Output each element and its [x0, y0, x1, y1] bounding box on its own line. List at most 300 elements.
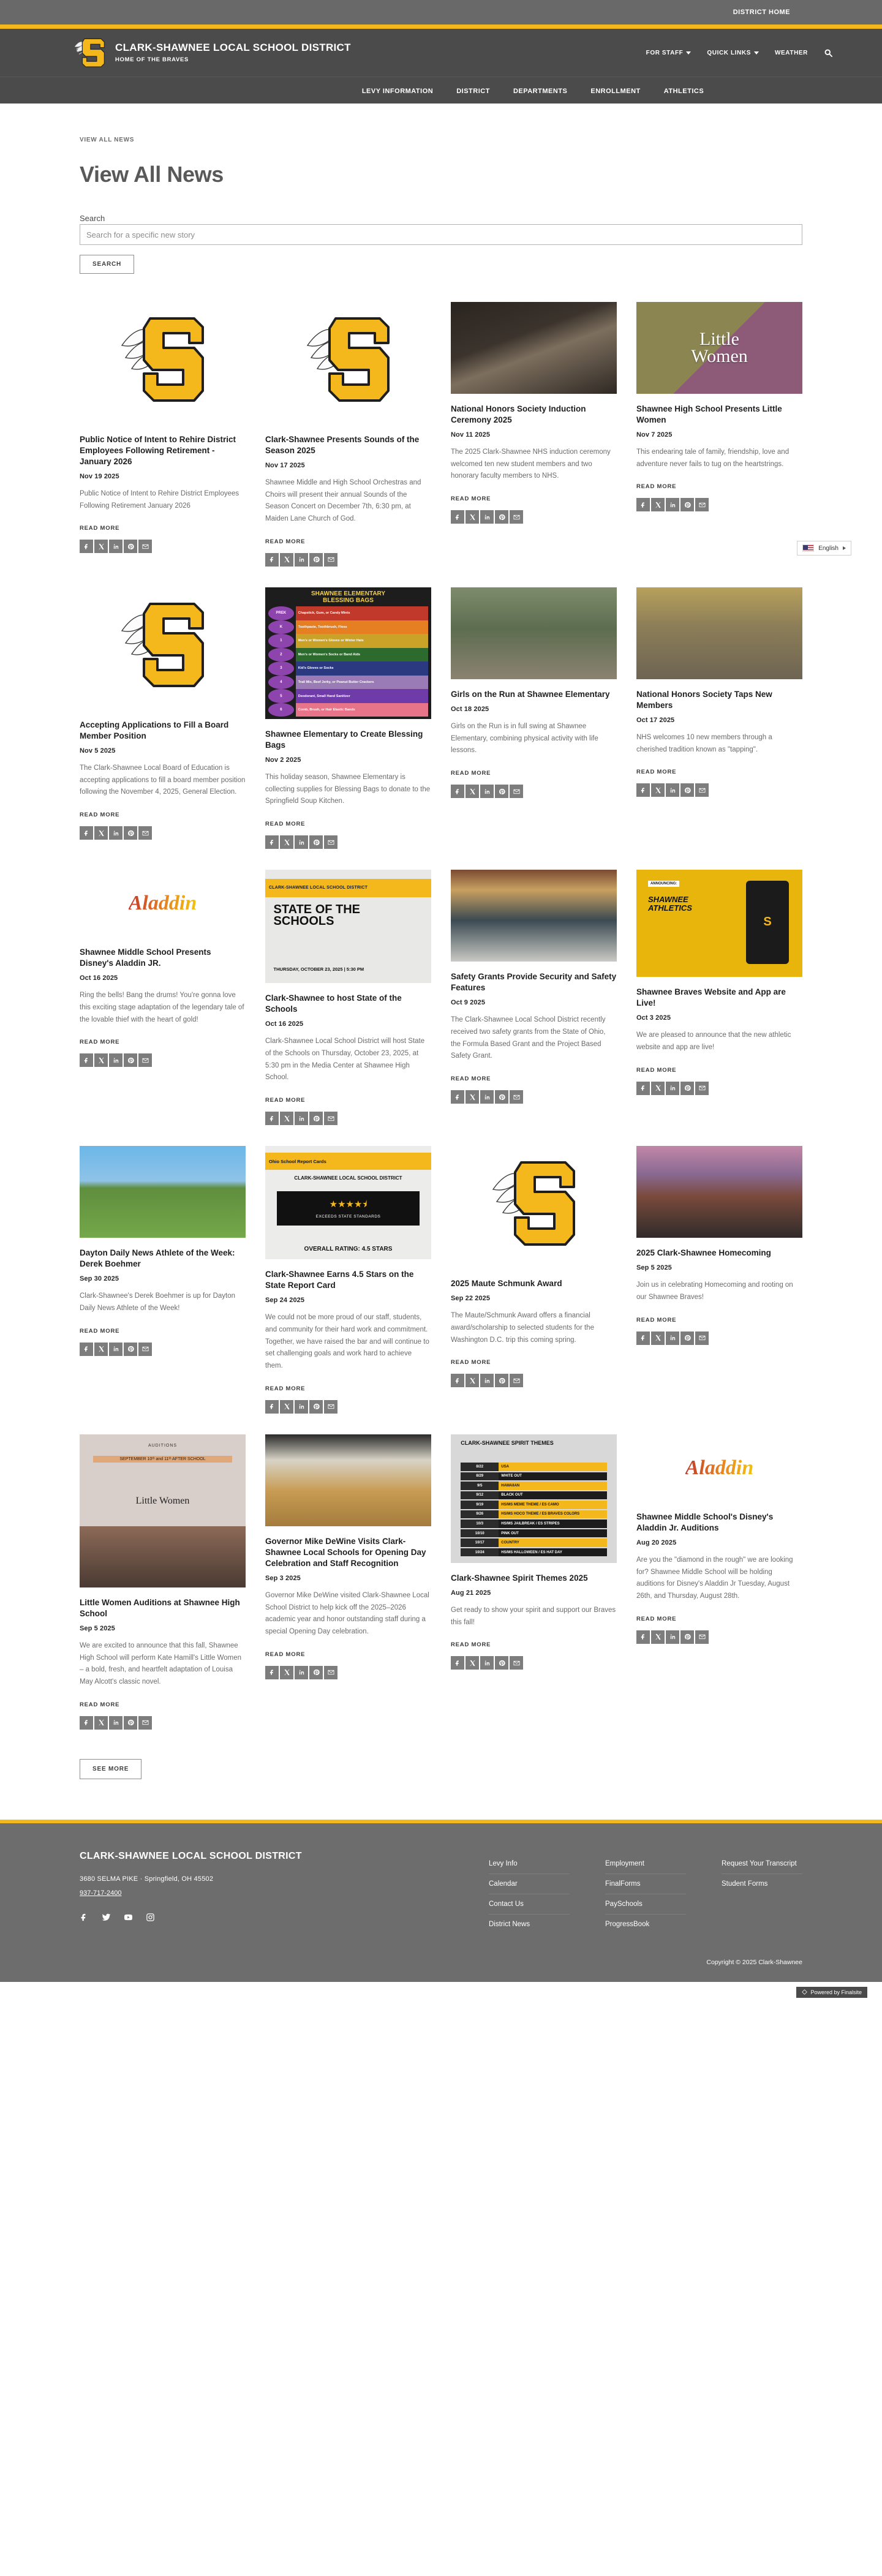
facebook-icon[interactable] [451, 1374, 464, 1387]
news-card-title[interactable]: Public Notice of Intent to Rehire District Employees Following Retirement - January 2026 [80, 435, 236, 466]
news-card [80, 870, 246, 1088]
footer-link-levy-info[interactable]: Levy Info [489, 1854, 570, 1874]
news-card-title[interactable]: Shawnee Elementary to Create Blessing Bags [265, 729, 423, 750]
news-card-summary: We are excited to announce that this fall, Shawnee High School will perform Kate Hamill's Little Women – a bold, fresh, and heartfelt adaptation of Louisa May Alcott's classic novel. [80, 1641, 242, 1686]
x-twitter-icon[interactable] [466, 1656, 479, 1670]
facebook-icon[interactable] [80, 1343, 93, 1356]
news-card-date: Oct 17 2025 [636, 716, 675, 724]
footer-link-calendar[interactable]: Calendar [489, 1874, 570, 1894]
card-image-photo[interactable] [451, 587, 617, 679]
news-card-title[interactable]: Little Women Auditions at Shawnee High School [80, 1597, 240, 1618]
news-card-title[interactable]: National Honors Society Taps New Members [636, 689, 772, 710]
card-image-logo[interactable] [451, 1146, 617, 1268]
email-icon[interactable] [510, 1374, 523, 1387]
news-card-title[interactable]: Shawnee High School Presents Little Women [636, 404, 782, 424]
linkedin-icon[interactable] [666, 1082, 679, 1095]
pinterest-icon[interactable] [309, 1666, 323, 1679]
facebook-icon[interactable] [265, 1400, 279, 1414]
linkedin-icon[interactable] [480, 510, 494, 524]
pinterest-icon[interactable] [680, 1331, 694, 1345]
read-more-link[interactable]: READ MORE [636, 1316, 677, 1324]
linkedin-icon[interactable] [295, 1400, 308, 1414]
card-image-logo[interactable] [265, 302, 431, 424]
facebook-icon[interactable] [265, 1666, 279, 1679]
news-card [80, 302, 246, 574]
news-card-date: Oct 18 2025 [451, 705, 489, 713]
news-card-title[interactable]: Governor Mike DeWine Visits Clark-Shawnee Local Schools for Opening Day Celebration and Staff Recognition [265, 1536, 426, 1568]
facebook-icon[interactable] [80, 1053, 93, 1067]
news-card [265, 587, 431, 870]
share-row [451, 1656, 617, 1670]
news-card-summary: This holiday season, Shawnee Elementary is collecting supplies for Blessing Bags to donate to the Springfield Soup Kitchen. [265, 773, 431, 805]
email-icon[interactable] [324, 1666, 337, 1679]
news-card [636, 1146, 802, 1365]
email-icon[interactable] [695, 1082, 709, 1095]
main-navigation [0, 77, 882, 104]
card-image-athletics-announcement[interactable]: ANNOUNCING: SHAWNEE ATHLETICS S [636, 870, 802, 977]
read-more-link[interactable]: READ MORE [80, 1327, 120, 1335]
news-card-date: Nov 7 2025 [636, 431, 673, 439]
breadcrumb: VIEW ALL NEWS [80, 137, 135, 143]
news-card-date: Sep 5 2025 [636, 1264, 672, 1272]
read-more-link[interactable]: READ MORE [636, 1066, 677, 1074]
share-row [265, 553, 431, 567]
share-row [265, 1112, 431, 1125]
linkedin-icon[interactable] [480, 1374, 494, 1387]
news-card-date: Nov 2 2025 [265, 756, 301, 764]
news-card-date: Nov 17 2025 [265, 461, 305, 469]
facebook-icon[interactable] [80, 1716, 93, 1730]
read-more-link[interactable]: READ MORE [451, 1075, 491, 1083]
x-twitter-icon[interactable] [651, 1630, 665, 1644]
email-icon[interactable] [138, 1716, 152, 1730]
card-image-audition-poster[interactable]: AUDITIONS SEPTEMBER 10ᵗʰ and 11ᵗʰ AFTER SCHOOL Little Women [80, 1434, 246, 1587]
powered-by-finalsite[interactable] [796, 1987, 867, 1998]
news-card-title[interactable]: Clark-Shawnee Presents Sounds of the Season 2025 [265, 435, 420, 455]
utility-bar [0, 0, 882, 24]
footer-column-2 [605, 1854, 686, 1934]
news-card-title[interactable]: Shawnee Middle School Presents Disney's Aladdin JR. [80, 947, 211, 968]
card-image-state-of-schools-flyer[interactable]: CLARK-SHAWNEE LOCAL SCHOOL DISTRICT STATE OF THE SCHOOLS THURSDAY, OCTOBER 23, 2025 | 5:30 PM [265, 870, 431, 983]
news-card-title[interactable]: Clark-Shawnee Earns 4.5 Stars on the State Report Card [265, 1270, 414, 1290]
linkedin-icon[interactable] [666, 1331, 679, 1345]
youtube-icon[interactable] [124, 1913, 133, 1922]
pinterest-icon[interactable] [309, 1400, 323, 1414]
email-icon[interactable] [138, 1053, 152, 1067]
news-card [636, 302, 802, 532]
news-card-summary: Public Notice of Intent to Rehire District Employees Following Retirement January 2026 [80, 489, 239, 510]
share-row [80, 540, 246, 553]
read-more-link[interactable]: READ MORE [451, 1641, 491, 1649]
card-image-photo[interactable] [80, 1146, 246, 1238]
news-card-summary: This endearing tale of family, friendship, love and adventure never fails to tug on the heartstrings. [636, 448, 790, 468]
nav-item-levy-information[interactable]: LEVY INFORMATION [361, 87, 434, 95]
read-more-link[interactable]: READ MORE [265, 821, 306, 828]
powered-by-bar [0, 1982, 882, 2004]
x-twitter-icon[interactable] [94, 1053, 108, 1067]
x-twitter-icon[interactable] [280, 553, 293, 567]
shawnee-s-logo-icon [488, 1155, 580, 1259]
footer-link-finalforms[interactable]: FinalForms [605, 1874, 686, 1894]
facebook-icon[interactable] [636, 783, 650, 797]
page-title: View All News [80, 162, 224, 187]
share-row [80, 1716, 246, 1730]
powered-by-label: Powered by Finalsite [810, 1989, 862, 1995]
brand[interactable] [74, 35, 351, 70]
chevron-down-icon [686, 51, 691, 55]
linkedin-icon[interactable] [295, 1666, 308, 1679]
news-card-date: Sep 5 2025 [80, 1624, 115, 1632]
pinterest-icon[interactable] [495, 510, 508, 524]
share-row [265, 835, 431, 849]
share-row [451, 510, 617, 524]
x-twitter-icon[interactable] [466, 785, 479, 798]
facebook-icon[interactable] [80, 540, 93, 553]
share-row [451, 1374, 617, 1387]
news-card-title[interactable]: Safety Grants Provide Security and Safety Features [451, 972, 617, 993]
facebook-icon[interactable] [80, 1913, 89, 1922]
weather-label: WEATHER [774, 49, 808, 56]
news-card-date: Nov 11 2025 [451, 431, 491, 439]
email-icon[interactable] [138, 1343, 152, 1356]
email-icon[interactable] [510, 510, 523, 524]
footer-link-district-news[interactable]: District News [489, 1920, 530, 1928]
facebook-icon[interactable] [636, 1082, 650, 1095]
facebook-icon[interactable] [451, 510, 464, 524]
facebook-icon[interactable] [636, 1331, 650, 1345]
news-card-title[interactable]: Clark-Shawnee to host State of the Schools [265, 993, 402, 1014]
news-card-date: Sep 30 2025 [80, 1275, 119, 1283]
read-more-link[interactable]: READ MORE [80, 525, 120, 532]
nav-item-district[interactable]: DISTRICT [456, 87, 490, 95]
site-header [0, 29, 882, 77]
footer-link-progressbook[interactable]: ProgressBook [605, 1920, 650, 1928]
read-more-link[interactable]: READ MORE [80, 1039, 120, 1046]
footer-link-request-transcript[interactable]: Request Your Transcript [722, 1854, 802, 1874]
email-icon[interactable] [324, 1112, 337, 1125]
pinterest-icon[interactable] [124, 1716, 137, 1730]
share-row [636, 498, 802, 511]
facebook-icon[interactable] [636, 498, 650, 511]
news-card [636, 870, 802, 1115]
chevron-down-icon [754, 51, 759, 55]
quick-links-menu[interactable] [707, 50, 759, 56]
news-card-summary: We are pleased to announce that the new athletic website and app are live! [636, 1031, 791, 1051]
card-image-spirit-themes-flyer[interactable]: CLARK-SHAWNEE SPIRIT THEMES 8/22 USA 8/29 WHITE OUT 9/5 HAWAIIAN 9/12 BLACK OUT 9/19 HS/MS MEME THEME / ES CAMO 9/26 HS/MS HOCO THEME / ES BRAVES COLORS 10/3 HS/MS JAILBREAK / ES STRIPES 10/10 PINK OUT 10/17 COUNTRY 10/24 HS/MS HALLOWEEN / ES HAT DAY [451, 1434, 617, 1563]
facebook-icon[interactable] [451, 1090, 464, 1104]
see-more-wrap [61, 1750, 821, 1820]
gold-divider-top [0, 24, 882, 29]
chevron-right-icon [843, 546, 846, 550]
x-twitter-icon[interactable] [94, 1716, 108, 1730]
news-card [636, 1434, 802, 1665]
quick-links-label: QUICK LINKS [707, 49, 751, 56]
x-twitter-icon[interactable] [94, 540, 108, 553]
share-row [636, 1082, 802, 1095]
news-card-summary: The 2025 Clark-Shawnee NHS induction ceremony welcomed ten new student members and two honorary faculty members to NHS. [451, 448, 611, 480]
news-card-summary: Get ready to show your spirit and support our Braves this fall! [451, 1606, 616, 1626]
news-card-summary: Are you the "diamond in the rough" we are looking for? Shawnee Middle School will be holding auditions for Disney's Aladdin Jr Tuesday, August 26th, and Thursday, August 28th. [636, 1556, 793, 1600]
facebook-icon[interactable] [265, 835, 279, 849]
news-card [451, 870, 617, 1124]
read-more-link[interactable]: READ MORE [265, 538, 306, 545]
email-icon[interactable] [138, 826, 152, 840]
page-content [61, 104, 821, 1750]
card-image-logo[interactable] [80, 587, 246, 710]
search-icon[interactable] [824, 48, 833, 58]
card-image-aladdin-logo[interactable]: Aladdin [80, 870, 246, 937]
pinterest-icon[interactable] [124, 1343, 137, 1356]
news-card-date: Nov 5 2025 [80, 747, 116, 755]
shawnee-s-logo-icon [303, 311, 394, 415]
share-row [80, 1053, 246, 1067]
x-twitter-icon[interactable] [280, 1400, 293, 1414]
news-card-date: Aug 21 2025 [451, 1589, 491, 1597]
facebook-icon[interactable] [80, 826, 93, 840]
pinterest-icon[interactable] [495, 1374, 508, 1387]
linkedin-icon[interactable] [480, 1090, 494, 1104]
pinterest-icon[interactable] [309, 1112, 323, 1125]
read-more-link[interactable]: READ MORE [636, 483, 677, 491]
news-card-summary: NHS welcomes 10 new members through a cherished tradition known as "tapping". [636, 733, 772, 753]
email-icon[interactable] [324, 553, 337, 567]
pinterest-icon[interactable] [680, 783, 694, 797]
x-twitter-icon[interactable] [466, 1090, 479, 1104]
pinterest-icon[interactable] [680, 1082, 694, 1095]
news-card [265, 302, 431, 587]
shawnee-s-logo-icon [117, 597, 209, 701]
email-icon[interactable] [138, 540, 152, 553]
email-icon[interactable] [510, 1090, 523, 1104]
search-label: Search [80, 214, 105, 223]
x-twitter-icon[interactable] [466, 510, 479, 524]
news-card [451, 1146, 617, 1408]
footer-link-columns [489, 1850, 802, 1934]
facebook-icon[interactable] [265, 553, 279, 567]
news-card-title[interactable]: Girls on the Run at Shawnee Elementary [451, 689, 610, 699]
news-card [451, 587, 617, 819]
news-card-date: Sep 24 2025 [265, 1297, 305, 1305]
share-row [636, 783, 802, 797]
footer-brand [80, 1850, 302, 1934]
pinterest-icon[interactable] [495, 1090, 508, 1104]
news-card [451, 302, 617, 544]
linkedin-icon[interactable] [295, 835, 308, 849]
news-card-title[interactable]: Accepting Applications to Fill a Board Member Position [80, 720, 229, 740]
card-image-photo[interactable] [265, 1434, 431, 1526]
news-card-date: Oct 3 2025 [636, 1014, 671, 1022]
news-card-date: Nov 19 2025 [80, 472, 119, 480]
news-card-summary: Clark-Shawnee's Derek Boehmer is up for Dayton Daily News Athlete of the Week! [80, 1292, 236, 1312]
share-row [636, 1331, 802, 1345]
finalsite-diamond-icon [802, 1989, 807, 1995]
shawnee-s-logo-icon [74, 35, 107, 70]
x-twitter-icon[interactable] [94, 1343, 108, 1356]
linkedin-icon[interactable] [666, 1630, 679, 1644]
footer-address: 3680 SELMA PIKE · Springfield, OH 45502 [80, 1875, 214, 1883]
news-card-date: Aug 20 2025 [636, 1538, 677, 1546]
card-image-report-card[interactable]: Ohio School Report Cards CLARK-SHAWNEE LOCAL SCHOOL DISTRICT ★★★★⯨ EXCEEDS STATE STANDARDS OVERALL RATING: 4.5 STARS [265, 1146, 431, 1259]
x-twitter-icon[interactable] [466, 1374, 479, 1387]
footer-phone-link[interactable]: 937-717-2400 [80, 1889, 122, 1897]
footer-social [80, 1913, 302, 1922]
x-twitter-icon[interactable] [651, 783, 665, 797]
language-label: English [818, 544, 839, 552]
x-twitter-icon[interactable] [280, 835, 293, 849]
pinterest-icon[interactable] [124, 826, 137, 840]
news-card [80, 587, 246, 861]
facebook-icon[interactable] [451, 785, 464, 798]
weather-link[interactable] [775, 50, 808, 56]
card-image-logo[interactable] [80, 302, 246, 424]
linkedin-icon[interactable] [109, 826, 123, 840]
card-image-aladdin-logo[interactable]: Aladdin [636, 1434, 802, 1502]
news-card-title[interactable]: 2025 Clark-Shawnee Homecoming [636, 1248, 771, 1258]
news-card [80, 1434, 246, 1750]
share-row [265, 1666, 431, 1679]
linkedin-icon[interactable] [480, 1656, 494, 1670]
language-selector[interactable] [797, 541, 851, 555]
card-image-photo[interactable] [636, 1146, 802, 1238]
news-card-date: Oct 16 2025 [80, 974, 118, 982]
email-icon[interactable] [695, 1630, 709, 1644]
card-image-photo[interactable] [451, 870, 617, 962]
footer-column-1 [489, 1854, 570, 1934]
news-card-summary: The Clark-Shawnee Local School District recently received two safety grants from the State of Ohio, the Formula Based Grant and the Project Based Safety Grant. [451, 1016, 606, 1060]
card-image-little-women-poster[interactable]: Little Women [636, 302, 802, 394]
card-image-photo[interactable] [451, 302, 617, 394]
news-card-date: Oct 9 2025 [451, 999, 486, 1007]
pinterest-icon[interactable] [124, 1053, 137, 1067]
read-more-link[interactable]: READ MORE [80, 812, 120, 819]
email-icon[interactable] [695, 498, 709, 511]
search-button[interactable]: SEARCH [80, 255, 134, 274]
for-staff-menu[interactable] [646, 50, 692, 56]
read-more-link[interactable]: READ MORE [451, 495, 491, 503]
read-more-link[interactable]: READ MORE [451, 1359, 491, 1366]
pinterest-icon[interactable] [124, 540, 137, 553]
news-card [451, 1434, 617, 1690]
news-card [265, 870, 431, 1146]
card-image-blessing-bags-flyer[interactable]: SHAWNEE ELEMENTARY BLESSING BAGS PREK Chapstick, Gum, or Candy Mints K Toothpaste, Toothbrush, Floss 1 Men's or Women's Gloves or Winter Hats 2 Men's or Women's Socks or Band Aids 3 Kid's Gloves or Socks 4 Trail Mix, Beef Jerky, or Peanut Butter Crackers 5 Deodorant, Small Hand Sanitizer 6 Comb, Brush, or Hair Elastic Bands [265, 587, 431, 719]
linkedin-icon[interactable] [295, 553, 308, 567]
footer-link-contact-us[interactable]: Contact Us [489, 1894, 570, 1915]
footer-link-employment[interactable]: Employment [605, 1854, 686, 1874]
nav-item-departments[interactable]: DEPARTMENTS [513, 87, 568, 95]
pinterest-icon[interactable] [309, 553, 323, 567]
linkedin-icon[interactable] [295, 1112, 308, 1125]
news-card-summary: Clark-Shawnee Local School District will host State of the Schools on Thursday, October 23, 2025, at 5:30 pm in the Media Center at Shawnee High School. [265, 1038, 425, 1082]
read-more-link[interactable]: READ MORE [636, 1615, 677, 1622]
news-card-summary: Join us in celebrating Homecoming and rooting on our Shawnee Braves! [636, 1281, 793, 1301]
email-icon[interactable] [510, 1656, 523, 1670]
linkedin-icon[interactable] [109, 1343, 123, 1356]
search-input[interactable] [80, 224, 802, 245]
news-card-summary: The Maute/Schmunk Award offers a financial award/scholarship to selected students for the Washington D.C. trip this coming spring. [451, 1312, 594, 1344]
x-twitter-icon[interactable] [280, 1666, 293, 1679]
x-twitter-icon[interactable] [651, 1331, 665, 1345]
facebook-icon[interactable] [265, 1112, 279, 1125]
share-row [80, 826, 246, 840]
news-card-summary: We could not be more proud of our staff, students, and community for their hard work and commitment. Together, we have raised the bar and will continue to set challenging goals and work hard to achieve them. [265, 1314, 429, 1370]
share-row [636, 1630, 802, 1644]
pinterest-icon[interactable] [680, 1630, 694, 1644]
news-grid [80, 302, 802, 1750]
email-icon[interactable] [324, 835, 337, 849]
see-more-button[interactable]: SEE MORE [80, 1759, 141, 1779]
news-card-title[interactable]: 2025 Maute Schmunk Award [451, 1279, 562, 1289]
footer-link-student-forms[interactable]: Student Forms [722, 1880, 768, 1888]
district-home-link[interactable]: DISTRICT HOME [733, 9, 790, 16]
email-icon[interactable] [695, 1331, 709, 1345]
linkedin-icon[interactable] [109, 540, 123, 553]
x-twitter-icon[interactable] [651, 498, 665, 511]
share-row [451, 1090, 617, 1104]
nav-item-enrollment[interactable]: ENROLLMENT [590, 87, 641, 95]
news-card-title[interactable]: Dayton Daily News Athlete of the Week: Derek Boehmer [80, 1248, 235, 1269]
news-card-summary: Girls on the Run is in full swing at Shawnee Elementary, combining physical activity with life lessons. [451, 722, 598, 755]
news-card-title[interactable]: Shawnee Middle School's Disney's Aladdin Jr. Auditions [636, 1512, 774, 1532]
linkedin-icon[interactable] [109, 1053, 123, 1067]
share-row [80, 1343, 246, 1356]
news-card-title[interactable]: Clark-Shawnee Spirit Themes 2025 [451, 1573, 588, 1583]
news-card-title[interactable]: Shawnee Braves Website and App are Live! [636, 987, 786, 1008]
x-twitter-icon[interactable] [94, 826, 108, 840]
for-staff-label: FOR STAFF [646, 49, 684, 56]
email-icon[interactable] [510, 785, 523, 798]
facebook-icon[interactable] [636, 1630, 650, 1644]
instagram-icon[interactable] [146, 1913, 155, 1922]
read-more-link[interactable]: READ MORE [265, 1651, 306, 1658]
read-more-link[interactable]: READ MORE [265, 1385, 306, 1392]
news-card [80, 1146, 246, 1376]
footer-title: CLARK-SHAWNEE LOCAL SCHOOL DISTRICT [80, 1850, 302, 1861]
linkedin-icon[interactable] [666, 783, 679, 797]
header-tools [646, 48, 833, 58]
news-card [636, 587, 802, 818]
facebook-icon[interactable] [451, 1656, 464, 1670]
read-more-link[interactable]: READ MORE [636, 769, 677, 776]
share-row [451, 785, 617, 798]
nav-item-athletics[interactable]: ATHLETICS [663, 87, 704, 95]
pinterest-icon[interactable] [495, 785, 508, 798]
pinterest-icon[interactable] [495, 1656, 508, 1670]
pinterest-icon[interactable] [309, 835, 323, 849]
us-flag-icon [802, 544, 814, 552]
news-card [265, 1434, 431, 1700]
linkedin-icon[interactable] [109, 1716, 123, 1730]
news-card [265, 1146, 431, 1434]
x-twitter-icon[interactable] [651, 1082, 665, 1095]
card-image-photo[interactable] [636, 587, 802, 679]
linkedin-icon[interactable] [666, 498, 679, 511]
read-more-link[interactable]: READ MORE [451, 770, 491, 777]
news-card-title[interactable]: National Honors Society Induction Ceremony 2025 [451, 404, 586, 424]
footer-link-payschools[interactable]: PaySchools [605, 1894, 686, 1915]
email-icon[interactable] [695, 783, 709, 797]
x-twitter-icon[interactable] [280, 1112, 293, 1125]
email-icon[interactable] [324, 1400, 337, 1414]
news-card-date: Sep 3 2025 [265, 1574, 301, 1582]
pinterest-icon[interactable] [680, 498, 694, 511]
read-more-link[interactable]: READ MORE [80, 1701, 120, 1708]
news-card-date: Oct 16 2025 [265, 1020, 304, 1028]
twitter-icon[interactable] [102, 1913, 111, 1922]
news-card-summary: Ring the bells! Bang the drums! You're gonna love this exciting stage adaptation of the legendary tale of the lovable thief with the heart of gold! [80, 992, 244, 1023]
read-more-link[interactable]: READ MORE [265, 1097, 306, 1104]
footer-column-3 [722, 1854, 802, 1934]
linkedin-icon[interactable] [480, 785, 494, 798]
